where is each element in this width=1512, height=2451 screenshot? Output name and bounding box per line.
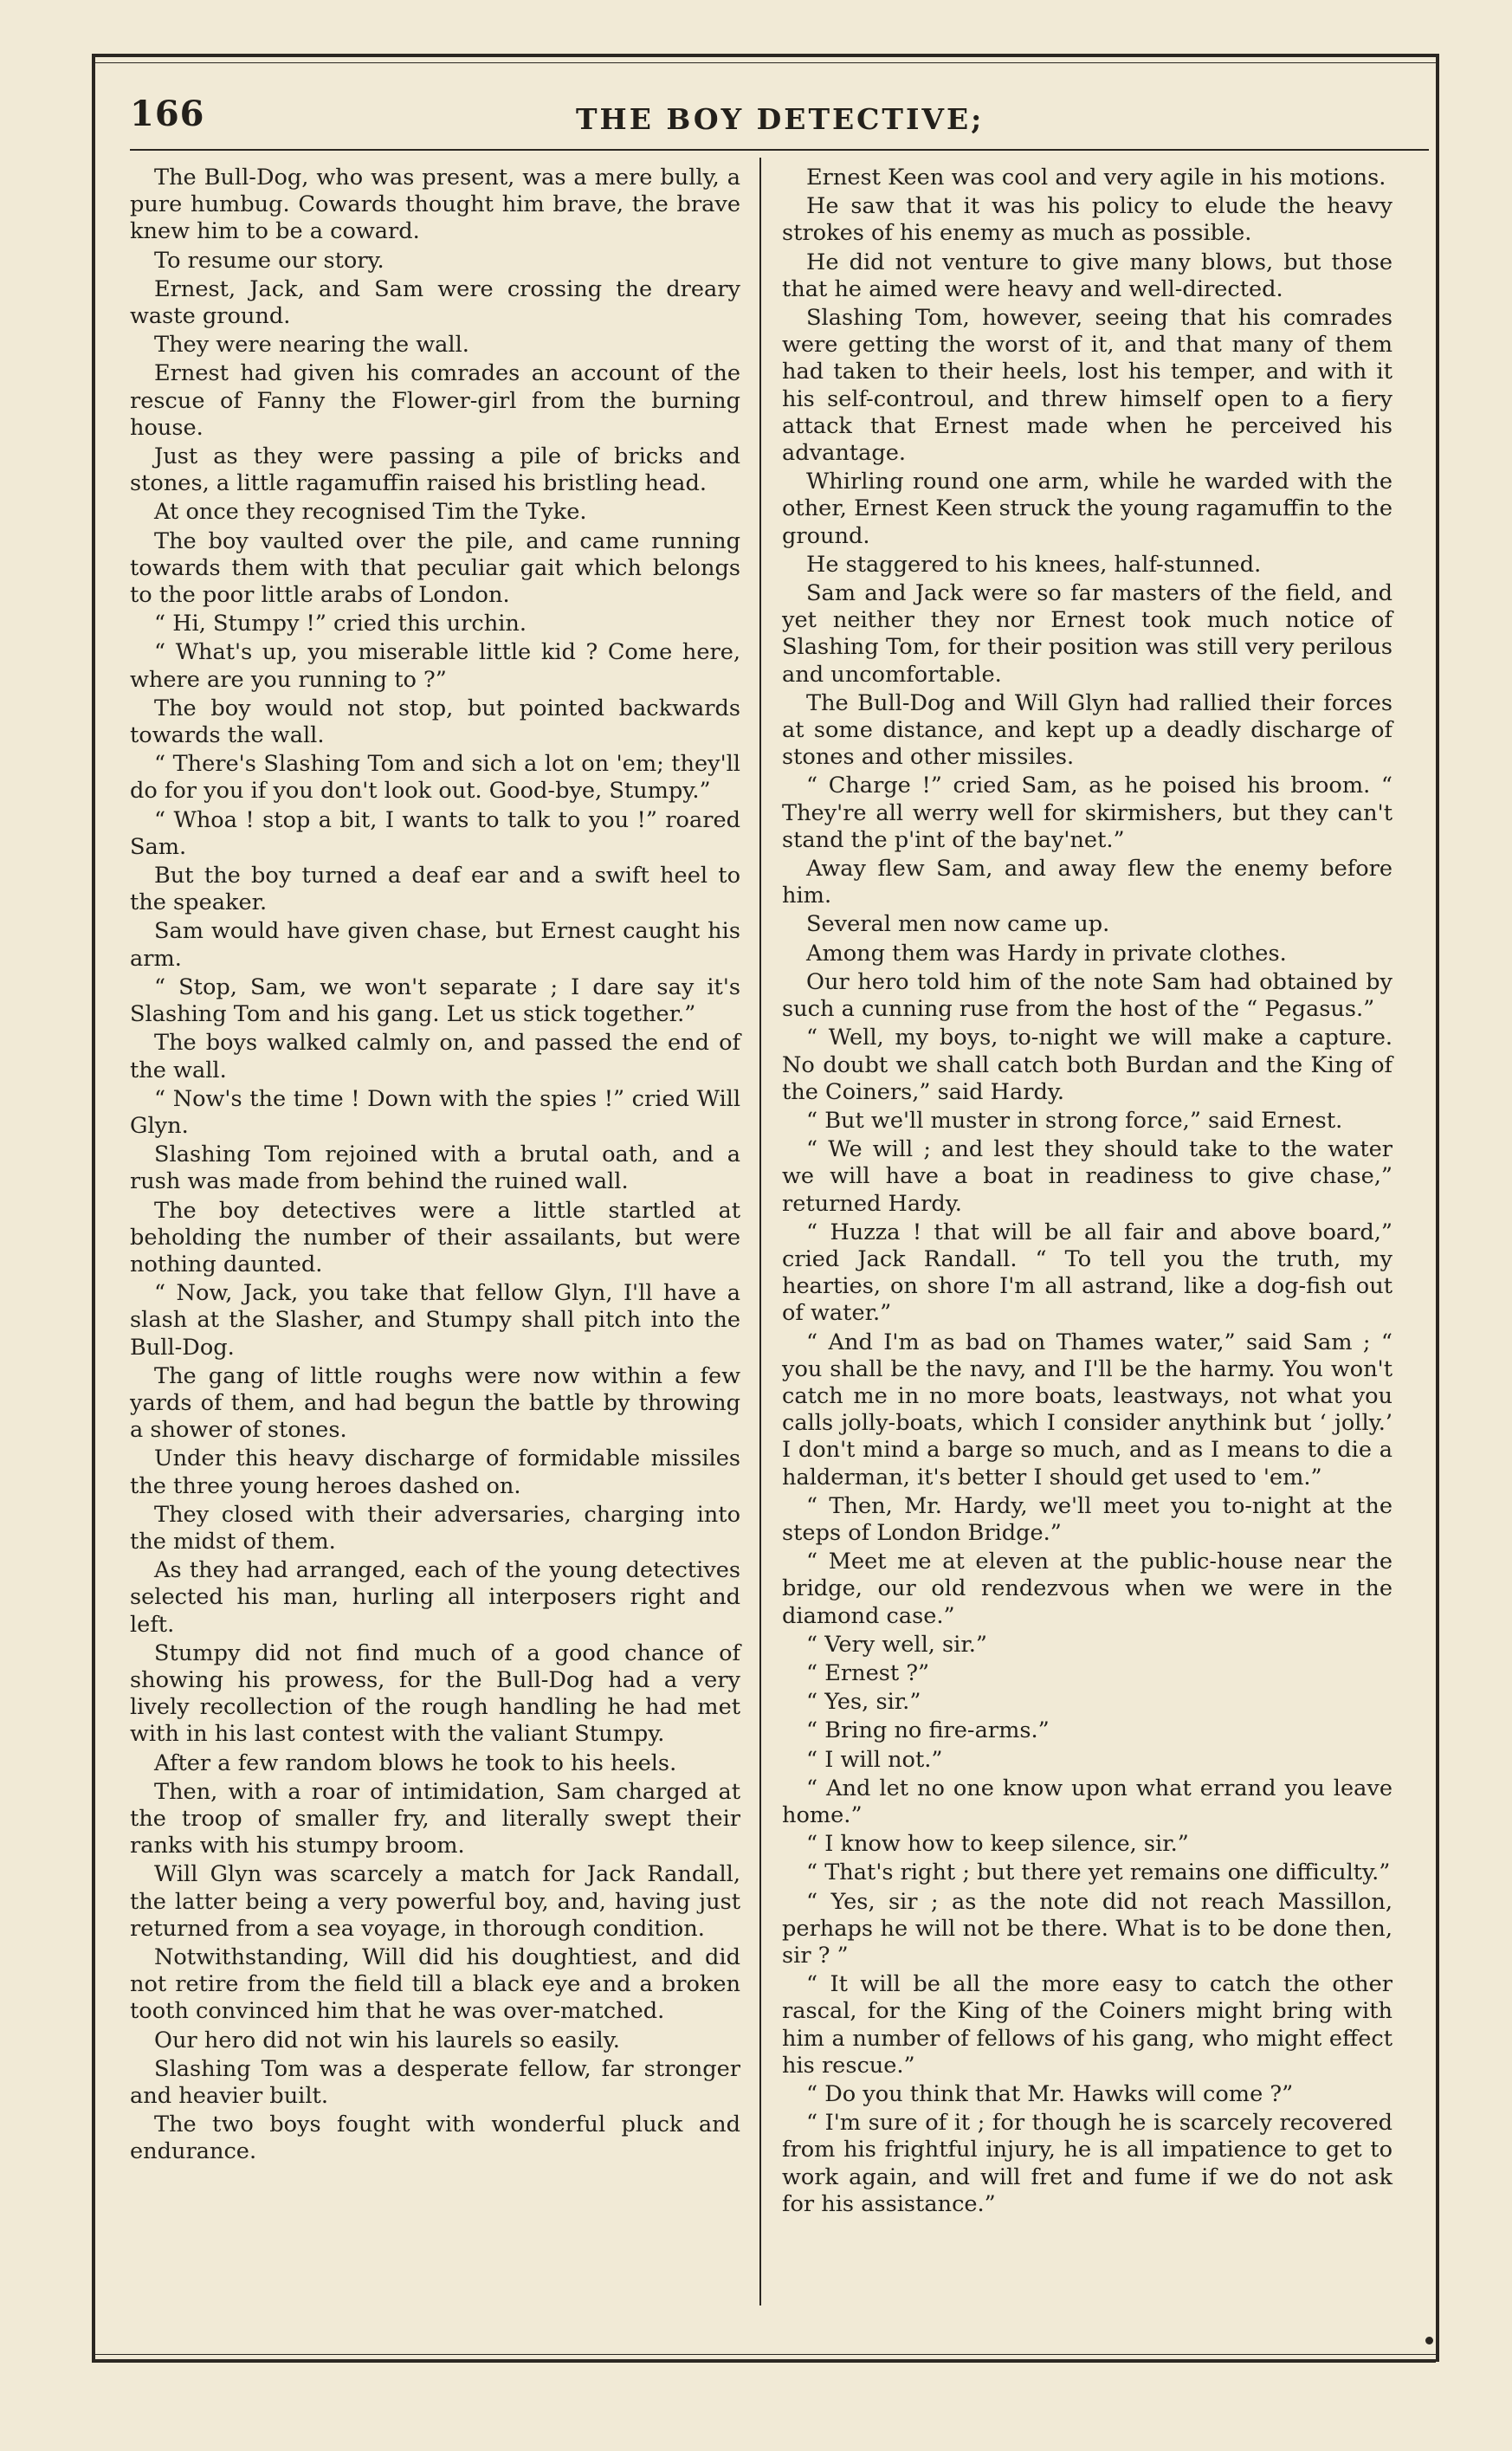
paragraph: “ Bring no fire-arms.”	[806, 1717, 1050, 1744]
paragraph: Then, with a roar of intimidation, Sam charged at the troop of smaller fry, and literally swept their ranks with his stumpy broom.	[130, 1778, 740, 1859]
paragraph: Our hero told him of the note Sam had obtained by such a cunning ruse from the host of the “ Pegasus.”	[782, 968, 1392, 1023]
paragraph: “ And let no one know upon what errand you leave home.”	[782, 1775, 1392, 1828]
right-column	[782, 165, 1392, 2220]
header-rule	[130, 149, 1429, 151]
paragraph: He staggered to his knees, half-stunned.	[806, 551, 1262, 578]
paragraph: “ But we'll muster in strong force,” said Ernest.	[806, 1107, 1343, 1134]
paragraph: Slashing Tom rejoined with a brutal oath, and a rush was made from behind the ruined wall.	[130, 1141, 740, 1195]
paragraph: Will Glyn was scarcely a match for Jack Randall, the latter being a very powerful boy, and, having just returned from a sea voyage, in thorough condition.	[130, 1861, 740, 1942]
paragraph: “ We will ; and lest they should take to the water we will have a boat in readiness to give chase,” returned Hardy.	[782, 1136, 1392, 1217]
paragraph: But the boy turned a deaf ear and a swift heel to the speaker.	[130, 863, 740, 916]
paragraph: “ Whoa ! stop a bit, I wants to talk to you !” roared Sam.	[130, 806, 740, 860]
paragraph: “ I will not.”	[806, 1746, 943, 1773]
paragraph: Whirling round one arm, while he warded with the other, Ernest Keen struck the young ragamuffin to the ground.	[782, 469, 1392, 549]
paragraph: Our hero did not win his laurels so easily.	[154, 2027, 620, 2053]
paragraph: Several men now came up.	[806, 911, 1110, 938]
paragraph: He did not venture to give many blows, but those that he aimed were heavy and well-directed.	[782, 249, 1392, 302]
paragraph: Slashing Tom, however, seeing that his comrades were getting the worst of it, and that many of them had taken to their heels, lost his temper, and with it his self-controul, and threw himself open to a fiery attack that Ernest made when he perceived his advantage.	[782, 305, 1392, 467]
paragraph: As they had arranged, each of the young detectives selected his man, hurling all interposers right and left.	[130, 1557, 740, 1638]
margin-dot	[1425, 2337, 1433, 2344]
paragraph: Sam would have given chase, but Ernest caught his arm.	[130, 918, 740, 972]
paragraph: “ Ernest ?”	[806, 1659, 930, 1686]
paragraph: “ Yes, sir ; as the note did not reach Massillon, perhaps he will not be there. What is to be done then, sir ? ”	[782, 1888, 1392, 1969]
paragraph: Slashing Tom was a desperate fellow, far stronger and heavier built.	[130, 2055, 740, 2110]
paragraph: They were nearing the wall.	[154, 332, 469, 359]
left-column	[130, 165, 740, 2168]
paragraph: The boy would not stop, but pointed backwards towards the wall.	[130, 695, 740, 749]
paragraph: “ Stop, Sam, we won't separate ; I dare say it's Slashing Tom and his gang. Let us stick together.”	[130, 973, 740, 1028]
paragraph: To resume our story.	[154, 247, 384, 274]
paragraph: “ Do you think that Mr. Hawks will come ?”	[806, 2081, 1294, 2108]
paragraph: “ Then, Mr. Hardy, we'll meet you to-night at the steps of London Bridge.”	[782, 1492, 1392, 1546]
paragraph: Sam and Jack were so far masters of the field, and yet neither they nor Ernest took much notice of Slashing Tom, for their position was still very perilous and uncomfortable.	[782, 580, 1392, 688]
paragraph: The two boys fought with wonderful pluck and endurance.	[130, 2111, 740, 2165]
paragraph: “ What's up, you miserable little kid ? Come here, where are you running to ?”	[130, 639, 740, 693]
paragraph: “ Huzza ! that will be all fair and above board,” cried Jack Randall. “ To tell you the truth, my hearties, on shore I'm all astrand, like a dog-fish out of water.”	[782, 1219, 1392, 1327]
paragraph: Ernest Keen was cool and very agile in his motions.	[806, 165, 1386, 191]
paragraph: Under this heavy discharge of formidable missiles the three young heroes dashed on.	[130, 1445, 740, 1499]
paragraph: “ And I'm as bad on Thames water,” said Sam ; “ you shall be the navy, and I'll be the harmy. You won't catch me in no more boats, leastways, not what you calls jolly-boats, which I consider anythink but ‘ jolly.’ I don't mind a barge so much, and as I means to die a halderman, it's better I should get used to 'em.”	[782, 1329, 1392, 1491]
paragraph: “ Very well, sir.”	[806, 1631, 987, 1658]
paragraph: Among them was Hardy in private clothes.	[806, 940, 1287, 967]
paragraph: “ Yes, sir.”	[806, 1689, 921, 1716]
paragraph: “ Well, my boys, to-night we will make a capture. No doubt we shall catch both Burdan and the King of the Coiners,” said Hardy.	[782, 1025, 1392, 1105]
paragraph: “ Now, Jack, you take that fellow Glyn, I'll have a slash at the Slasher, and Stumpy shall pitch into the Bull-Dog.	[130, 1280, 740, 1361]
paragraph: “ I'm sure of it ; for though he is scarcely recovered from his frightful injury, he is all impatience to get to work again, and will fret and fume if we do not ask for his assistance.”	[782, 2110, 1392, 2217]
paragraph: “ There's Slashing Tom and sich a lot on 'em; they'll do for you if you don't look out. Good-bye, Stumpy.”	[130, 751, 740, 805]
paragraph: Ernest had given his comrades an account of the rescue of Fanny the Flower-girl from the burning house.	[130, 360, 740, 441]
column-divider	[759, 158, 761, 2305]
paragraph: Away flew Sam, and away flew the enemy before him.	[782, 856, 1392, 909]
paragraph: “ It will be all the more easy to catch the other rascal, for the King of the Coiners might bring with him a number of fellows of his gang, who might effect his rescue.”	[782, 1971, 1392, 2079]
paragraph: “ That's right ; but there yet remains one difficulty.”	[806, 1859, 1391, 1886]
running-head: THE BOY DETECTIVE;	[576, 102, 985, 136]
paragraph: The Bull-Dog, who was present, was a mere bully, a pure humbug. Cowards thought him brave, the brave knew him to be a coward.	[130, 165, 740, 245]
paragraph: Just as they were passing a pile of bricks and stones, a little ragamuffin raised his bristling head.	[130, 443, 740, 497]
paragraph: The Bull-Dog and Will Glyn had rallied their forces at some distance, and kept up a deadly discharge of stones and other missiles.	[782, 689, 1392, 771]
page-number: 166	[130, 94, 205, 134]
page-header	[130, 94, 1429, 146]
paragraph: The boys walked calmly on, and passed the end of the wall.	[130, 1030, 740, 1083]
paragraph: They closed with their adversaries, charging into the midst of them.	[130, 1501, 740, 1555]
paragraph: At once they recognised Tim the Tyke.	[154, 499, 587, 526]
paragraph: Ernest, Jack, and Sam were crossing the dreary waste ground.	[130, 275, 740, 330]
paragraph: “ Charge !” cried Sam, as he poised his broom. “ They're all werry well for skirmishers, but they can't stand the p'int of the bay'net.”	[782, 773, 1392, 853]
paragraph: “ I know how to keep silence, sir.”	[806, 1831, 1189, 1858]
paragraph: “ Meet me at eleven at the public-house near the bridge, our old rendezvous when we were in the diamond case.”	[782, 1549, 1392, 1629]
paragraph: Notwithstanding, Will did his doughtiest, and did not retire from the field till a black eye and a broken tooth convinced him that he was over-matched.	[130, 1944, 740, 2025]
paragraph: The boy detectives were a little startled at beholding the number of their assailants, but were nothing daunted.	[130, 1197, 740, 1277]
paragraph: The gang of little roughs were now within a few yards of them, and had begun the battle by throwing a shower of stones.	[130, 1362, 740, 1444]
paragraph: “ Now's the time ! Down with the spies !” cried Will Glyn.	[130, 1085, 740, 1139]
paragraph: “ Hi, Stumpy !” cried this urchin.	[154, 611, 527, 637]
paragraph: He saw that it was his policy to elude the heavy strokes of his enemy as much as possible.	[782, 193, 1392, 247]
paragraph: Stumpy did not find much of a good chance of showing his prowess, for the Bull-Dog had a very lively recollection of the rough handling he had met with in his last contest with the valiant Stumpy.	[130, 1639, 740, 1748]
paragraph: After a few random blows he took to his heels.	[154, 1749, 677, 1776]
bottom-border-rule-thin	[92, 2354, 1436, 2355]
bottom-border-rule	[92, 2359, 1436, 2363]
paragraph: The boy vaulted over the pile, and came running towards them with that peculiar gait which belongs to the poor little arabs of London.	[130, 527, 740, 609]
